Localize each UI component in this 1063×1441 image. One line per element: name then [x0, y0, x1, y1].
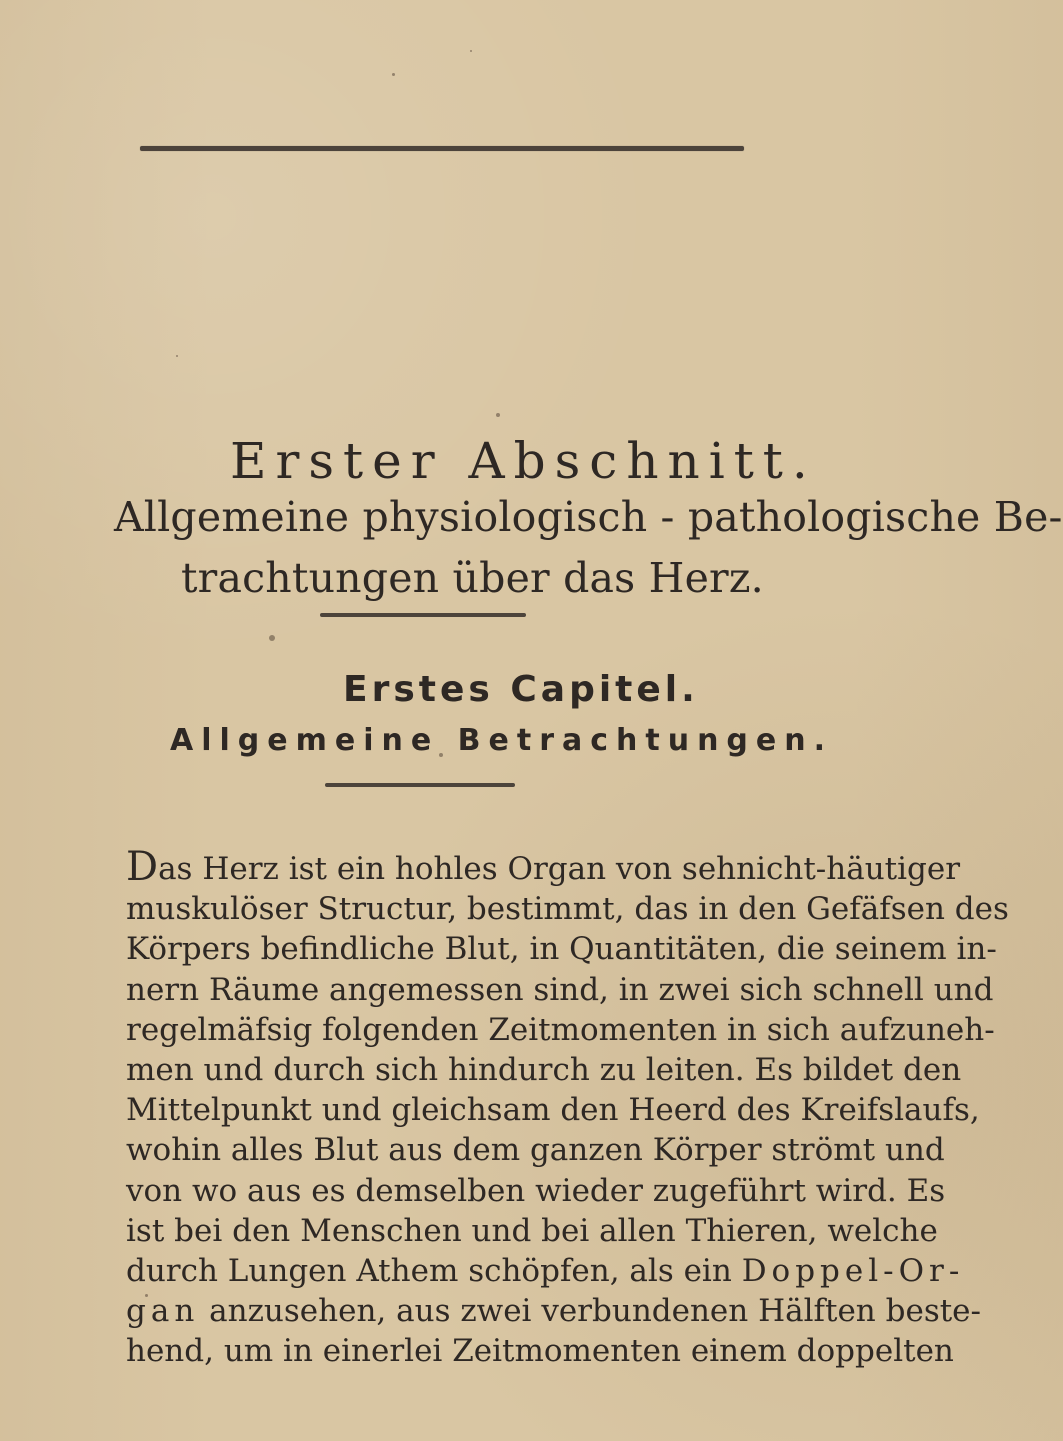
chapter-heading: Erstes Capitel. — [343, 669, 699, 710]
top-divider — [140, 146, 744, 151]
body-line-10: ist bei den Menschen und bei allen Thieren, welche — [126, 1212, 938, 1249]
body-line-7: Mittelpunkt und gleichsam den Heerd des Kreifslaufs, — [126, 1092, 980, 1129]
body-line-2: muskulöser Structur, bestimmt, das in den Gefäfsen des — [126, 891, 1009, 928]
body-line-12-spaced: gan — [126, 1293, 200, 1330]
body-line-13: hend, um in einerlei Zeitmomenten einem doppelten — [126, 1333, 954, 1370]
body-line-8: wohin alles Blut aus dem ganzen Körper strömt und — [126, 1132, 945, 1169]
section-heading: Erster Abschnitt. — [230, 432, 817, 490]
subtitle-line-1: Allgemeine physiologisch - pathologische Be- — [114, 493, 1063, 541]
body-line-11-spaced: Doppel-Or- — [741, 1253, 965, 1290]
speckle — [470, 50, 472, 52]
section-divider — [320, 613, 526, 617]
speckle — [269, 635, 275, 641]
speckle — [176, 355, 178, 357]
body-line-12-text: anzusehen, aus zwei verbundenen Hälften beste- — [199, 1293, 982, 1330]
dropcap-letter: D — [126, 844, 159, 890]
speckle — [439, 753, 443, 757]
speckle — [710, 1350, 713, 1353]
body-line-5: regelmäfsig folgenden Zeitmomenten in sich aufzuneh- — [126, 1011, 995, 1048]
body-line-1 — [126, 844, 961, 890]
speckle — [145, 1294, 148, 1297]
body-line-6: men und durch sich hindurch zu leiten. Es bildet den — [126, 1052, 962, 1089]
chapter-subheading: Allgemeine Betrachtungen. — [170, 723, 834, 758]
speckle — [496, 413, 500, 417]
chapter-divider — [325, 783, 515, 787]
speckle — [392, 73, 395, 76]
subtitle-line-2: trachtungen über das Herz. — [181, 554, 764, 602]
body-line-1-text: as Herz ist ein hohles Organ von sehnicht-häutiger — [158, 851, 961, 887]
body-line-11-text: durch Lungen Athem schöpfen, als ein — [126, 1253, 732, 1290]
body-text — [126, 844, 1009, 1372]
body-line-4: nern Räume angemessen sind, in zwei sich schnell und — [126, 971, 994, 1008]
body-line-12 — [126, 1291, 982, 1331]
body-line-9: von wo aus es demselben wieder zugeführt wird. Es — [126, 1172, 946, 1209]
body-line-3: Körpers befindliche Blut, in Quantitäten, die seinem in- — [126, 931, 997, 968]
body-line-11 — [126, 1251, 965, 1291]
